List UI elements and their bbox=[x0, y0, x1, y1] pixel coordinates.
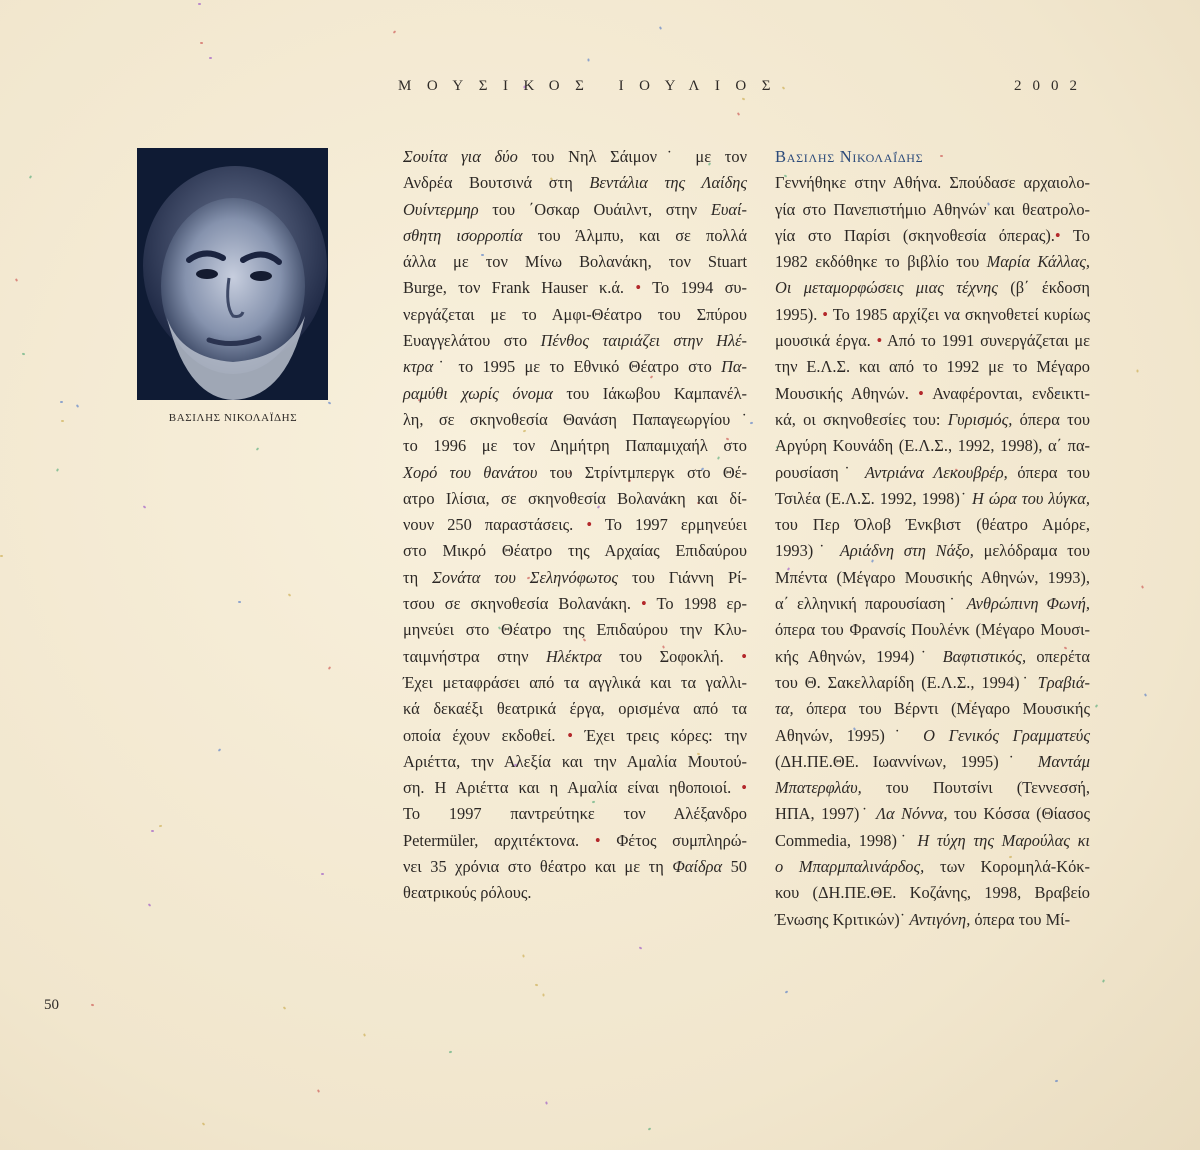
body-text: θεατρικούς ρόλους. bbox=[403, 883, 532, 903]
italic-title-text: Μαρία Κάλλας, bbox=[986, 252, 1090, 272]
text-line bbox=[403, 170, 747, 196]
italic-title-text: τα, bbox=[775, 699, 794, 719]
body-text: Φέτος συμπληρώ- bbox=[600, 830, 747, 850]
italic-title-text: Αριάδνη στη Νάξο, bbox=[839, 541, 974, 561]
body-text: στο Μικρό Θέατρο της Αρχαίας Επιδαύρου bbox=[403, 541, 747, 561]
italic-title-text: Η τύχη της Μαρούλας κι bbox=[917, 830, 1090, 850]
text-line bbox=[403, 880, 747, 906]
paper-fleck bbox=[29, 175, 32, 179]
italic-title-text: Πα- bbox=[721, 357, 747, 377]
text-line bbox=[403, 854, 747, 880]
paper-fleck bbox=[1136, 369, 1138, 372]
paper-fleck bbox=[288, 593, 292, 596]
text-line bbox=[403, 723, 747, 749]
paper-fleck bbox=[198, 3, 201, 5]
portrait-illustration bbox=[137, 148, 328, 400]
italic-title-text: Η ώρα του λύγκα, bbox=[972, 488, 1090, 508]
body-text: άλλα με τον Μίνω Βολανάκη, τον Stuart bbox=[403, 252, 747, 272]
body-text: των Κορομηλά-Κόκ- bbox=[924, 857, 1090, 877]
biography-heading: Βασιλης Νικολαΐδης bbox=[775, 147, 924, 166]
italic-title-text: Μαντάμ bbox=[1037, 751, 1090, 771]
paper-fleck bbox=[61, 420, 64, 422]
body-text: την Ε.Λ.Σ. και από το 1992 με το Μέγαρο bbox=[775, 357, 1090, 377]
paper-fleck bbox=[321, 873, 324, 875]
body-text: Τσιλέα (Ε.Λ.Σ. 1992, 1998)˙ bbox=[775, 488, 973, 508]
italic-title-text: Ευαί- bbox=[710, 199, 747, 219]
body-text: του Θ. Σακελλαρίδη (Ε.Λ.Σ., 1994)˙ bbox=[775, 672, 1038, 692]
text-line bbox=[403, 433, 747, 459]
bullet-separator: • bbox=[741, 646, 747, 666]
body-text: όπερα του bbox=[1012, 409, 1090, 429]
body-text: του Σοφοκλή. bbox=[601, 646, 742, 666]
body-text: μηνεύει στο Θέατρο της Επιδαύρου την Κλυ- bbox=[403, 620, 747, 640]
body-text: οποία έχουν εκδοθεί. bbox=[403, 725, 568, 745]
text-line bbox=[775, 880, 1090, 906]
paper-fleck bbox=[1102, 979, 1105, 983]
body-text: κου (ΔΗ.ΠΕ.ΘΕ. Κοζάνης, 1998, Βραβείο bbox=[775, 883, 1090, 903]
body-text: 1982 εκδόθηκε το βιβλίο του bbox=[775, 252, 987, 272]
italic-title-text: Βεντάλια της Λαίδης bbox=[589, 173, 747, 193]
text-line bbox=[775, 249, 1090, 275]
body-text: γία στο Παρίσι (σκηνοθεσία όπερας). bbox=[775, 225, 1055, 245]
paper-fleck bbox=[659, 26, 662, 30]
body-text: ˙ το 1995 με το Εθνικό Θέατρο στο bbox=[433, 357, 722, 377]
body-text: Αριέττα, την Αλεξία και την Αμαλία Μουτού- bbox=[403, 751, 747, 771]
body-text: Το bbox=[1060, 225, 1090, 245]
text-line bbox=[403, 328, 747, 354]
body-text: μελόδραμα του bbox=[973, 541, 1090, 561]
paper-fleck bbox=[542, 993, 544, 996]
bullet-separator: • bbox=[822, 304, 829, 324]
text-line bbox=[775, 223, 1090, 249]
body-text: Το 1994 συ- bbox=[641, 278, 747, 298]
paper-fleck bbox=[91, 1004, 94, 1007]
text-line bbox=[775, 381, 1090, 407]
text-line bbox=[775, 538, 1090, 564]
running-head-title: ΜΟΥΣΙΚΟΣ ΙΟΥΛΙΟΣ bbox=[398, 78, 786, 94]
text-line bbox=[775, 854, 1090, 880]
body-text: Έχει μεταφράσει από τα αγγλικά και τα γαλλι- bbox=[403, 672, 747, 692]
body-text: γία στο Πανεπιστήμιο Αθηνών και θεατρολο- bbox=[775, 199, 1090, 219]
body-text: Έχει τρεις κόρες: την bbox=[572, 725, 748, 745]
bullet-separator: • bbox=[567, 725, 573, 745]
body-text: Ένωσης Κριτικών)˙ bbox=[775, 909, 910, 929]
paper-fleck bbox=[200, 42, 203, 44]
italic-title-text: Σουίτα για δύο bbox=[403, 147, 518, 166]
running-head-year: 2002 bbox=[1014, 78, 1088, 94]
italic-title-text: Αντιγόνη, bbox=[909, 909, 971, 929]
body-text: του Κόσσα (Θίασος bbox=[947, 804, 1090, 824]
paper-fleck bbox=[737, 112, 740, 116]
paper-fleck bbox=[148, 903, 152, 907]
text-line bbox=[775, 354, 1090, 380]
paper-fleck bbox=[76, 404, 79, 408]
paper-fleck bbox=[363, 1033, 366, 1036]
body-text: κής Αθηνών, 1994)˙ bbox=[775, 646, 943, 666]
paper-fleck bbox=[1095, 704, 1098, 708]
paper-fleck bbox=[393, 30, 397, 34]
text-line bbox=[403, 512, 747, 538]
text-line bbox=[775, 723, 1090, 749]
italic-title-text: ο Μπαρμπαλινάρδος, bbox=[775, 857, 925, 877]
text-line bbox=[775, 617, 1090, 643]
paper-fleck bbox=[0, 555, 3, 557]
paper-fleck bbox=[202, 1122, 206, 1125]
text-line bbox=[775, 696, 1090, 722]
text-line bbox=[775, 275, 1090, 301]
text-line bbox=[775, 407, 1090, 433]
text-line bbox=[775, 197, 1090, 223]
text-line bbox=[403, 486, 747, 512]
text-line bbox=[403, 828, 747, 854]
paper-fleck bbox=[639, 946, 643, 949]
body-text: Ευαγγελάτου στο bbox=[403, 331, 541, 351]
italic-title-text: Τραβιά- bbox=[1037, 672, 1090, 692]
text-line bbox=[403, 775, 747, 801]
body-text: Αναφέρονται, ενδεικτι- bbox=[923, 383, 1090, 403]
page-number: 50 bbox=[44, 997, 59, 1013]
paper-fleck bbox=[328, 401, 332, 404]
body-text: μουσικά έργα. bbox=[775, 331, 877, 351]
body-text: ταιμνήστρα στην bbox=[403, 646, 547, 666]
text-line bbox=[403, 749, 747, 775]
body-text: Petermüler, αρχιτέκτονα. bbox=[403, 830, 595, 850]
body-text: Αργύρη Κουνάδη (Ε.Λ.Σ., 1992, 1998), α΄ πα- bbox=[775, 436, 1090, 456]
body-text: του Περ Όλοβ Ένκβιστ (θέατρο Αμόρε, bbox=[775, 515, 1090, 535]
body-text: του Νηλ Σάιμον˙ με τον bbox=[517, 147, 747, 166]
italic-title-text: Αντριάνα Λεκουβρέρ, bbox=[864, 462, 1008, 482]
paper-fleck bbox=[60, 401, 63, 403]
text-line bbox=[403, 197, 747, 223]
paper-fleck bbox=[328, 666, 331, 670]
paper-fleck bbox=[1144, 693, 1147, 697]
paper-fleck bbox=[1055, 1080, 1058, 1082]
paper-fleck bbox=[238, 601, 241, 603]
text-line bbox=[403, 696, 747, 722]
body-text: του Άλμπυ, και σε πολλά bbox=[522, 225, 747, 245]
italic-title-text: κτρα bbox=[403, 357, 434, 377]
body-text: Ανδρέα Βουτσινά στη bbox=[403, 173, 590, 193]
bullet-separator: • bbox=[641, 594, 647, 614]
biography-body bbox=[775, 170, 1090, 933]
paper-fleck bbox=[648, 1127, 652, 1130]
paper-fleck bbox=[159, 825, 162, 827]
text-line bbox=[775, 644, 1090, 670]
body-text: κά, οι σκηνοθεσίες του: bbox=[775, 409, 948, 429]
bullet-separator: • bbox=[586, 515, 593, 535]
running-head bbox=[398, 78, 1088, 95]
body-text: Από το 1991 συνεργάζεται με bbox=[882, 331, 1090, 351]
text-line bbox=[403, 407, 747, 433]
text-line bbox=[775, 670, 1090, 696]
paper-fleck bbox=[1141, 585, 1144, 589]
body-text: όπερα του Βέρντι (Μέγαρο Μουσικής bbox=[793, 699, 1090, 719]
italic-title-text: Λα Νόννα, bbox=[876, 804, 948, 824]
right-text-column bbox=[775, 144, 1090, 933]
italic-title-text: Ουίντερμηρ bbox=[403, 199, 479, 219]
text-line bbox=[403, 381, 747, 407]
body-text: Το 1997 παντρεύτηκε τον Αλέξανδρο bbox=[403, 804, 747, 824]
text-line bbox=[775, 907, 1090, 933]
text-line bbox=[775, 460, 1090, 486]
italic-title-text: Ηλέκτρα bbox=[546, 646, 602, 666]
body-text: τσου σε σκηνοθεσία Βολανάκη. bbox=[403, 594, 642, 614]
italic-title-text: Σονάτα του Σεληνόφωτος bbox=[432, 567, 619, 587]
body-text: ατρο Ιλίσια, σε σκηνοθεσία Βολανάκη και δί- bbox=[403, 488, 747, 508]
paper-fleck bbox=[218, 748, 222, 752]
bullet-separator: • bbox=[876, 331, 883, 351]
text-line bbox=[775, 749, 1090, 775]
text-line bbox=[775, 170, 1090, 196]
paper-fleck bbox=[143, 505, 147, 508]
body-text: του Πουτσίνι (Τεννεσσή, bbox=[861, 778, 1090, 798]
paper-fleck bbox=[22, 353, 25, 356]
body-text: Μουσικής Αθηνών. bbox=[775, 383, 919, 403]
text-line bbox=[403, 617, 747, 643]
paper-fleck bbox=[535, 984, 538, 987]
body-text: (ΔΗ.ΠΕ.ΘΕ. Ιωαννίνων, 1995)˙ bbox=[775, 751, 1038, 771]
paper-fleck bbox=[283, 1006, 287, 1009]
text-line bbox=[403, 591, 747, 617]
bullet-separator: • bbox=[741, 778, 747, 798]
body-text: το 1996 με τον Δημήτρη Παπαμιχαήλ στο bbox=[403, 436, 747, 456]
bullet-separator: • bbox=[1054, 225, 1061, 245]
body-text: νει 35 χρόνια στο θέατρο και με τη bbox=[403, 857, 673, 877]
text-line bbox=[775, 433, 1090, 459]
paper-fleck bbox=[587, 58, 589, 61]
body-text: Μπέντα (Μέγαρο Μουσικής Αθηνών, 1993), bbox=[775, 567, 1090, 587]
body-text: Burge, τον Frank Hauser κ.ά. bbox=[403, 278, 636, 298]
paper-fleck bbox=[785, 990, 789, 993]
italic-title-text: Γυρισμός, bbox=[947, 409, 1013, 429]
body-text: Αθηνών, 1995)˙ bbox=[775, 725, 924, 745]
text-line bbox=[403, 302, 747, 328]
body-text: α΄ ελληνική παρουσίαση˙ bbox=[775, 594, 967, 614]
paper-fleck bbox=[449, 1051, 452, 1054]
paper-fleck bbox=[750, 422, 753, 424]
paper-fleck bbox=[256, 447, 259, 451]
body-text: λη, σε σκηνοθεσία Θανάση Παπαγεωργίου˙ bbox=[403, 409, 747, 429]
text-line bbox=[775, 328, 1090, 354]
body-text: οπερέτα bbox=[1026, 646, 1091, 666]
body-text: 50 bbox=[722, 857, 747, 877]
body-text: του Ιάκωβου Καμπανέλ- bbox=[552, 383, 747, 403]
text-line bbox=[403, 801, 747, 827]
text-line bbox=[775, 828, 1090, 854]
body-text: Commedia, 1998)˙ bbox=[775, 830, 918, 850]
text-line bbox=[403, 275, 747, 301]
italic-title-text: Χορό του θανάτου bbox=[403, 462, 538, 482]
body-text: 1995). bbox=[775, 304, 823, 324]
paper-fleck bbox=[15, 278, 18, 282]
italic-title-text: Φαίδρα bbox=[672, 857, 723, 877]
body-text: (β΄ έκδοση bbox=[997, 278, 1091, 298]
italic-title-text: Πένθος ταιριάζει στην Ηλέ- bbox=[540, 331, 747, 351]
body-text: όπερα του Φρανσίς Πουλένκ (Μέγαρο Μουσι- bbox=[775, 620, 1090, 640]
portrait-photo bbox=[137, 148, 328, 400]
photo-caption: ΒΑΣΙΛΗΣ ΝΙΚΟΛΑΪΔΗΣ bbox=[168, 412, 298, 424]
text-line bbox=[775, 565, 1090, 591]
italic-title-text: σθητη ισορροπία bbox=[403, 225, 523, 245]
body-text: όπερα του bbox=[1007, 462, 1090, 482]
italic-title-text: Ο Γενικός Γραμματεύς bbox=[923, 725, 1090, 745]
body-text: Το 1985 αρχίζει να σκηνοθετεί κυρίως bbox=[828, 304, 1090, 324]
text-line bbox=[403, 249, 747, 275]
bullet-separator: • bbox=[635, 278, 642, 298]
text-line bbox=[403, 538, 747, 564]
text-line bbox=[775, 801, 1090, 827]
text-line bbox=[775, 486, 1090, 512]
text-line bbox=[403, 644, 747, 670]
body-text: 1993)˙ bbox=[775, 541, 840, 561]
paper-fleck bbox=[545, 1101, 548, 1104]
body-text: Το 1998 ερ- bbox=[646, 594, 747, 614]
body-text: Το 1997 ερμηνεύει bbox=[592, 515, 748, 535]
body-text: Γεννήθηκε στην Αθήνα. Σπούδασε αρχαιολο- bbox=[775, 173, 1090, 193]
text-line bbox=[403, 144, 747, 170]
text-line bbox=[403, 565, 747, 591]
body-text: νουν 250 παραστάσεις. bbox=[403, 515, 587, 535]
paper-fleck bbox=[742, 98, 745, 101]
body-text: όπερα του Μί- bbox=[970, 909, 1071, 929]
paper-fleck bbox=[56, 468, 59, 472]
text-line bbox=[403, 670, 747, 696]
paper-fleck bbox=[209, 57, 212, 59]
italic-title-text: Μπατερφλάυ, bbox=[775, 778, 862, 798]
paper-fleck bbox=[151, 830, 154, 832]
bullet-separator: • bbox=[594, 830, 601, 850]
italic-title-text: Βαφτιστικός, bbox=[942, 646, 1027, 666]
body-text: ση. Η Αριέττα και η Αμαλία είναι ηθοποιοί. bbox=[403, 778, 742, 798]
paper-fleck bbox=[317, 1089, 320, 1093]
body-text: ρουσίαση˙ bbox=[775, 462, 865, 482]
body-text: νεργάζεται με το Αμφι-Θέατρο του Σπύρου bbox=[403, 304, 747, 324]
text-line bbox=[403, 354, 747, 380]
text-line bbox=[775, 591, 1090, 617]
italic-title-text: ραμύθι χωρίς όνομα bbox=[403, 383, 553, 403]
paper-fleck bbox=[522, 954, 525, 957]
left-text-column bbox=[403, 144, 747, 907]
text-line bbox=[775, 512, 1090, 538]
body-text: τη bbox=[403, 567, 433, 587]
text-line bbox=[403, 223, 747, 249]
text-line bbox=[775, 302, 1090, 328]
italic-title-text: Οι μεταμορφώσεις μιας τέχνης bbox=[775, 278, 998, 298]
body-text: του Γιάννη Ρί- bbox=[618, 567, 747, 587]
body-text: κά δεκαέξι θεατρικά έργα, ορισμένα από τα bbox=[403, 699, 747, 719]
body-text: του Στρίντμπεργκ στο Θέ- bbox=[537, 462, 747, 482]
bullet-separator: • bbox=[918, 383, 924, 403]
body-text: του ΄Οσκαρ Ουάιλντ, στην bbox=[478, 199, 711, 219]
italic-title-text: Ανθρώπινη Φωνή, bbox=[966, 594, 1091, 614]
text-line bbox=[403, 460, 747, 486]
text-line bbox=[775, 775, 1090, 801]
body-text: ΗΠΑ, 1997)˙ bbox=[775, 804, 877, 824]
